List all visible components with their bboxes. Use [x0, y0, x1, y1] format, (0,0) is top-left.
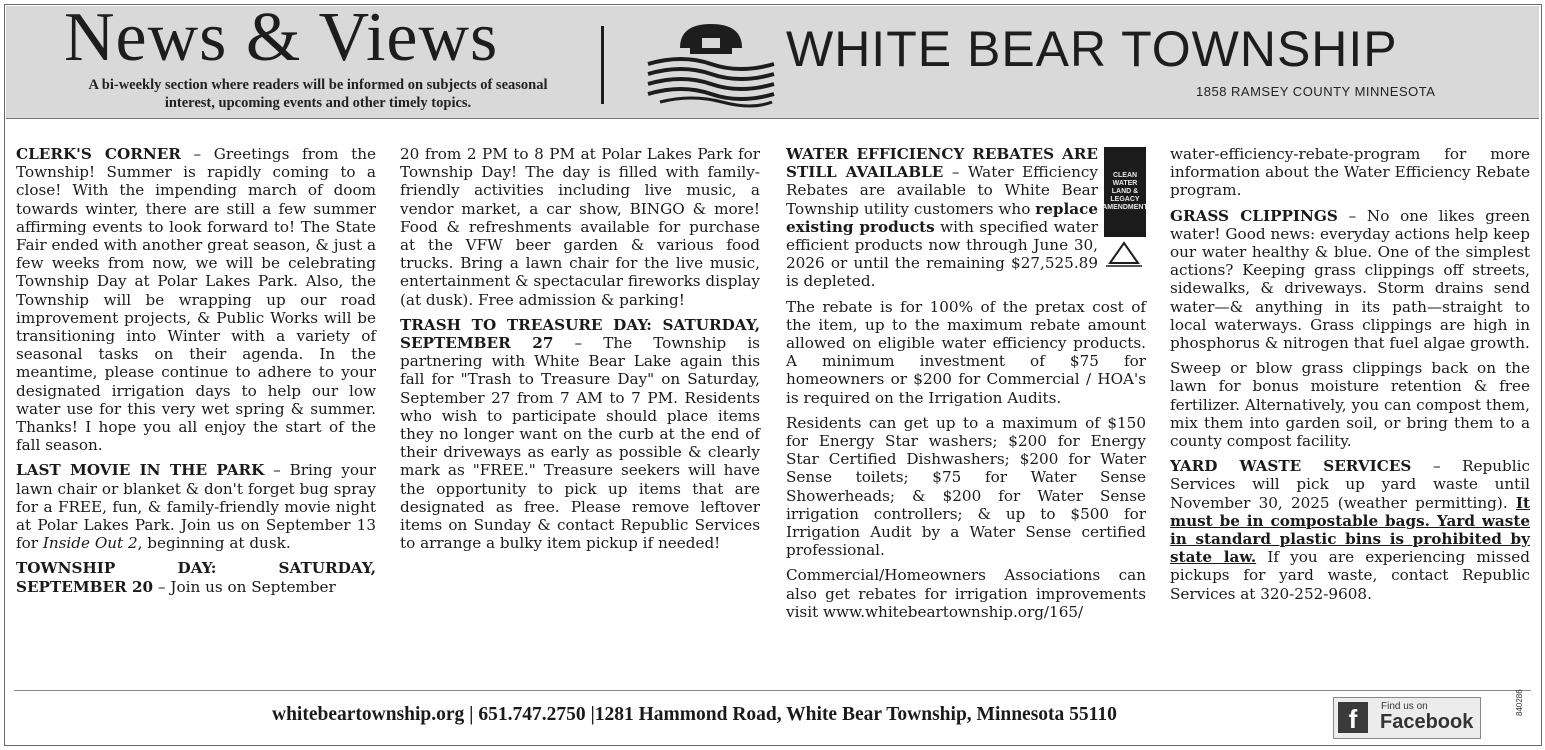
article-body: – Join us on September — [153, 577, 336, 596]
masthead-divider — [601, 26, 604, 104]
article-body: water-efficiency-rebate-program for more information about the Water Efficiency Rebate program. — [1170, 145, 1530, 200]
compost-bag-notice: It must be in compostable bags. Yard waste in standard plastic bins is prohibited by state law. — [1170, 493, 1530, 567]
article-body: The rebate is for 100% of the pretax cost of the item, up to the maximum rebate amount allowed on eligible water efficiency products. A minimum investment of $75 for homeowners or $200 for Commercial / HOA's is required on the Irrigation Audits. — [786, 297, 1146, 407]
article-body: – Republic Services will pick up yard waste until November 30, 2025 (weather permitting). — [1170, 457, 1530, 512]
article-body: If you are experiencing missed pickups for yard waste, contact Republic Services at 320-252-9608. — [1170, 548, 1530, 603]
trash-to-treasure-article — [400, 316, 760, 553]
township-subtitle: 1858 RAMSEY COUNTY MINNESOTA — [1196, 84, 1436, 99]
triangle-logo-icon — [1104, 239, 1144, 269]
township-logo-icon — [642, 18, 780, 108]
article-heading: TRASH TO TREASURE DAY: SATURDAY, SEPTEMBER 27 — [400, 315, 760, 353]
facebook-badge[interactable] — [1333, 697, 1481, 739]
column-1 — [16, 145, 376, 603]
grass-clippings-article — [1170, 207, 1530, 353]
article-body: 20 from 2 PM to 8 PM at Polar Lakes Park for Township Day! The day is filled with family-friendly activities including live music, a vendor market, a car show, BINGO & more! Food & refreshments available for purchase at the VFW beer garden & various food trucks. Bring a lawn chair for the live music, entertainment & spectacular fireworks display (at dusk). Free admission & parking! — [400, 145, 761, 309]
article-body: , beginning at dusk. — [137, 534, 291, 553]
facebook-find-label: Find us on — [1381, 701, 1428, 712]
yard-waste-article — [1170, 457, 1530, 603]
rebate-commercial — [786, 566, 1146, 621]
article-heading: CLERK'S CORNER — [16, 145, 181, 163]
movie-in-park-article — [16, 461, 376, 552]
legacy-amendment-seal — [1104, 147, 1146, 237]
township-name: WHITE BEAR TOWNSHIP — [786, 21, 1398, 77]
township-day-continued — [400, 145, 760, 309]
water-rebates-article — [786, 145, 1146, 291]
article-heading: TOWNSHIP DAY: SATURDAY, SEPTEMBER 20 — [16, 559, 376, 596]
column-4 — [1170, 145, 1530, 610]
movie-title: Inside Out 2 — [42, 534, 138, 553]
article-heading: GRASS CLIPPINGS — [1170, 206, 1338, 225]
article-body: Residents can get up to a maximum of $150 for Energy Star washers; $200 for Energy Star Certified Dishwashers; $200 for Water Sense toilets; $75 for Water Sense Showerheads; & $200 for Water Sense irrigation controllers; & up to $500 for Irrigation Audit by a Water Sense certified professional. — [786, 413, 1146, 560]
article-body: Sweep or blow grass clippings back on the lawn for bonus moisture retention & free fertilizer. Alternatively, you can compost them, mix them into garden soil, or bring them to a county compost facility. — [1170, 359, 1530, 451]
masthead — [6, 0, 1539, 119]
column-3 — [786, 145, 1146, 628]
facebook-label: Facebook — [1380, 711, 1474, 733]
footer-contact: whitebeartownship.org | 651.747.2750 |1281 Hammond Road, White Bear Township, Minnesota 55110 — [272, 704, 1117, 725]
article-body: – Water Efficiency Rebates are available to White Bear Township utility customers who — [786, 163, 1098, 218]
article-heading: LAST MOVIE IN THE PARK — [16, 461, 265, 480]
emphasis-text: replace existing products — [786, 199, 1098, 236]
article-heading: WATER EFFICIENCY REBATES ARE STILL AVAILABLE — [786, 145, 1098, 182]
footer-divider — [14, 690, 1531, 691]
column-2 — [400, 145, 760, 559]
article-body: – The Township is partnering with White Bear Lake again this fall for "Trash to Treasure Day" on Saturday, September 27 from 7 AM to 7 PM. Residents who wish to participate should place items they no longer want on the curb at the end of their driveways as early as possible & clearly mark as "FREE." Treasure seekers will have the opportunity to pick up items that are designated as free. Please remove leftover items on Sunday & contact Republic Services to arrange a bulky item pickup if needed! — [400, 334, 760, 553]
article-body: – Greetings from the Township! Summer is rapidly coming to a close! With the impending march of doom towards winter, there are still a few summer affirming events to look forward to! The State Fair ended with another great season, & just a few weeks from now, we will be celebrating Township Day at Polar Lakes Park. Also, the Township will be wrapping up our road improvement projects, & Public Works will be transitioning into Winter with a variety of seasonal tasks on their agenda. In the meantime, please continue to adhere to your designated irrigation days to help our low water use for this very wet spring & summer. Thanks! I hope you all enjoy the start of the fall season. — [16, 145, 376, 455]
article-body: – No one likes green water! Good news: everyday actions help keep our water healthy & blue. One of the simplest actions? Keeping grass clippings off streets, sidewalks, & driveways. Storm drains send water—& anything in its path—straight to local waterways. Grass clippings are high in phosphorus & nitrogen that fuel algae growth. — [1170, 206, 1530, 353]
rebate-details — [786, 298, 1146, 407]
article-body: with specified water efficient products now through June 30, 2026 or until the remaining $27,525.89 is depleted. — [786, 217, 1099, 291]
seal-text: CLEAN WATER LAND & LEGACY AMENDMENT — [1102, 172, 1148, 211]
clerks-corner-article — [16, 145, 376, 454]
grass-clippings-tips — [1170, 359, 1530, 450]
section-title: News & Views — [64, 0, 499, 76]
rebate-continued — [1170, 145, 1530, 200]
rebate-amounts — [786, 414, 1146, 560]
ad-code: 840286 — [1515, 689, 1524, 716]
article-body: – Bring your lawn chair or blanket & don't forget bug spray for a FREE, fun, & family-friendly movie night at Polar Lakes Park. Join us on September 13 for — [16, 461, 376, 553]
article-body: Commercial/Homeowners Associations can also get rebates for irrigation improvements visit www.whitebeartownship.org/165/ — [786, 566, 1146, 621]
article-heading: YARD WASTE SERVICES — [1170, 457, 1412, 476]
section-tagline: A bi-weekly section where readers will be informed on subjects of seasonal interest, upcoming events and other timely topics. — [88, 77, 548, 111]
township-day-article — [16, 559, 376, 595]
facebook-icon: f — [1338, 702, 1368, 733]
